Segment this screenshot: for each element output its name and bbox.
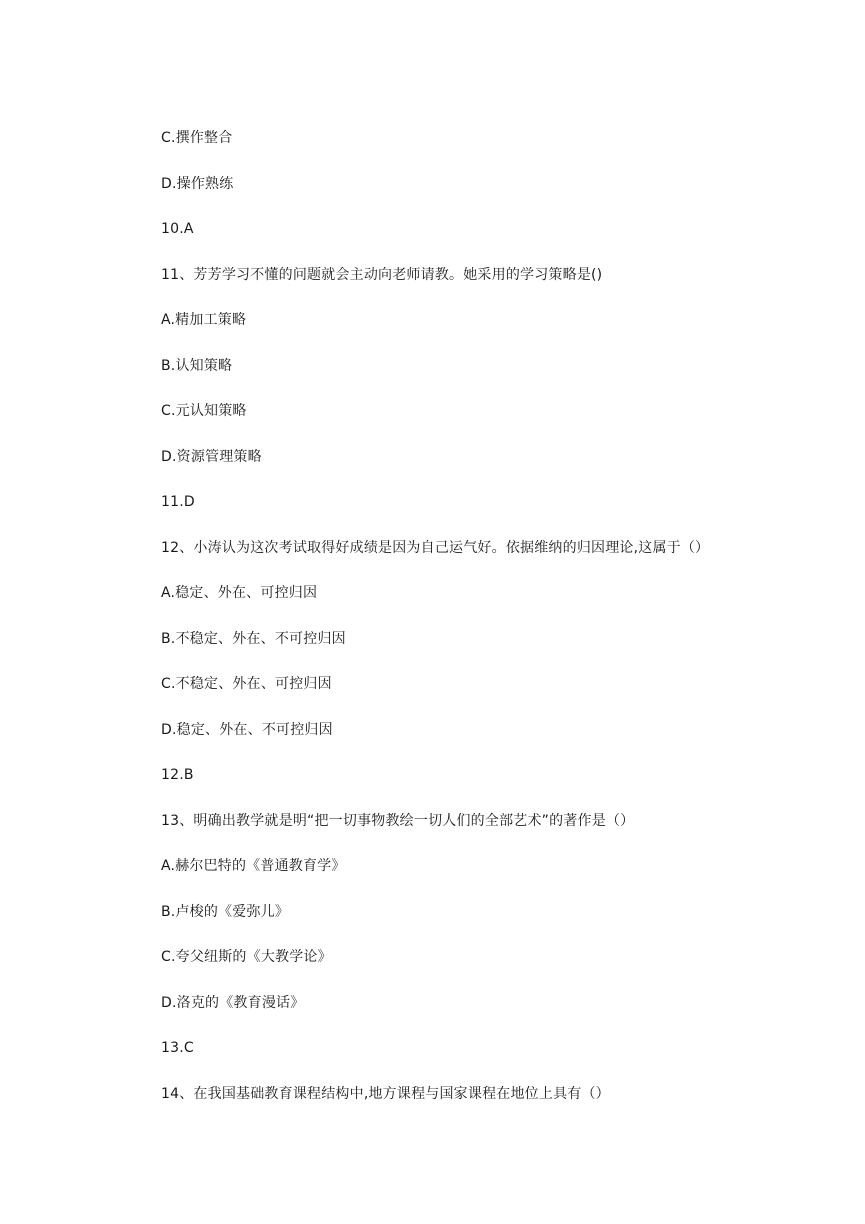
question-11: 11、芳芳学习不懂的问题就会主动向老师请教。她采用的学习策略是() (161, 266, 603, 283)
answer-11: 11.D (161, 494, 195, 510)
answer-12: 12.B (161, 767, 194, 783)
option-d: D.稳定、外在、不可控归因 (161, 721, 333, 738)
option-b: B.不稳定、外在、不可控归因 (161, 630, 346, 647)
option-a: A.稳定、外在、可控归因 (161, 585, 318, 601)
option-c: C.不稳定、外在、可控归因 (161, 676, 332, 692)
answer-13: 13.C (161, 1040, 194, 1056)
option-d: D.洛克的《教育漫话》 (161, 994, 305, 1011)
option-c: C.夸父纽斯的《大教学论》 (161, 949, 332, 965)
answer-10: 10.A (161, 221, 194, 237)
question-14: 14、在我国基础教育课程结构中,地方课程与国家课程在地位上具有（） (161, 1085, 610, 1102)
option-b: B.卢梭的《爱弥儿》 (161, 903, 290, 920)
option-a: A.精加工策略 (161, 312, 247, 328)
option-a: A.赫尔巴特的《普通教育学》 (161, 858, 346, 874)
option-d: D.资源管理策略 (161, 448, 262, 465)
question-12: 12、小涛认为这次考试取得好成绩是因为自己运气好。依据维纳的归因理论,这属于（） (161, 539, 710, 556)
option-c: C.元认知策略 (161, 403, 247, 419)
option-c: C.撰作整合 (161, 130, 233, 146)
option-d: D.操作熟练 (161, 175, 234, 192)
question-13: 13、明确出教学就是明“把一切事物教绘一切人们的全部艺术”的著作是（） (161, 812, 635, 829)
option-b: B.认知策略 (161, 357, 233, 374)
question-list (161, 128, 821, 1129)
